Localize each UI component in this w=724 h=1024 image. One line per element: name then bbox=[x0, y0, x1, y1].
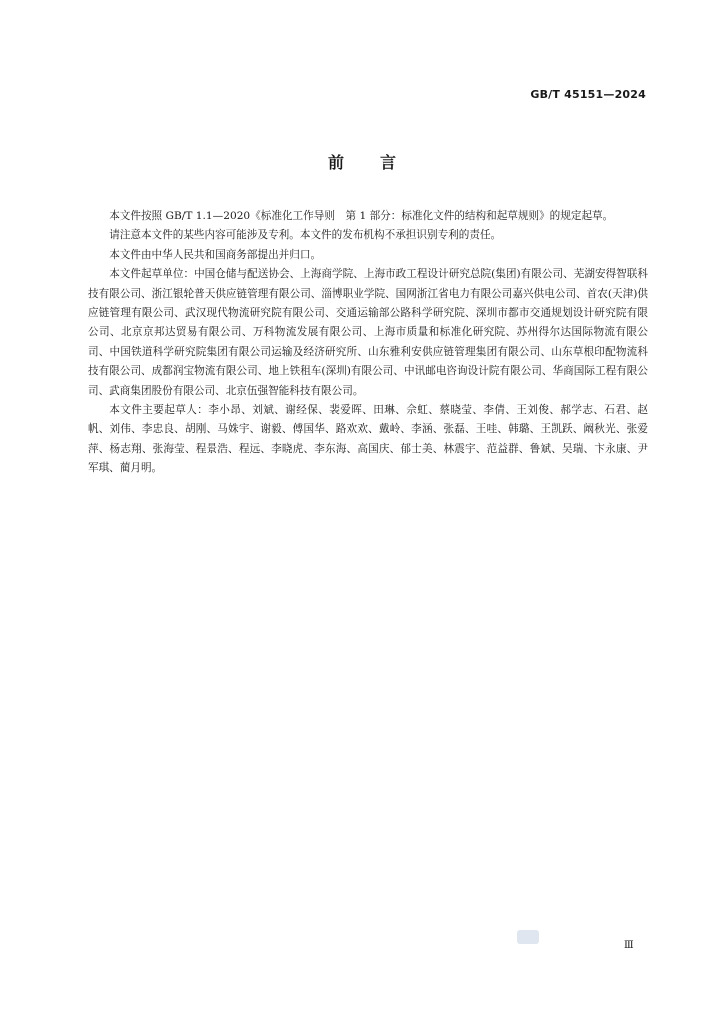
standard-number: GB/T 45151—2024 bbox=[530, 88, 646, 101]
paragraph-drafting-rules: 本文件按照 GB/T 1.1—2020《标准化工作导则 第 1 部分：标准化文件的结构和起草规则》的规定起草。 bbox=[109, 210, 614, 222]
paragraph-patent-notice: 请注意本文件的某些内容可能涉及专利。本文件的发布机构不承担识别专利的责任。 bbox=[109, 229, 502, 242]
foreword-body bbox=[88, 207, 648, 479]
watermark-logo bbox=[517, 930, 539, 944]
paragraph-proposer: 本文件由中华人民共和国商务部提出并归口。 bbox=[109, 248, 322, 261]
paragraph-drafters: 本文件主要起草人：李小昂、刘斌、谢经保、裴爱晖、田琳、佘虹、蔡晓莹、李倩、王刘俊、郝学志、石君、赵帆、刘伟、李忠良、胡刚、马姝宇、谢毅、傅国华、路欢欢、戴岭、李涵、张磊、王哇、韩璐、王凯跃、阚秋光、张爱萍、杨志翔、张海莹、程景浩、程远、李晓虎、李东海、高国庆、郁士美、林震宇、范益群、鲁斌、吴瑞、卞永康、尹军琪、蔺月明。 bbox=[88, 404, 648, 475]
page-title: 前言 bbox=[327, 153, 432, 172]
page-number: Ⅲ bbox=[624, 940, 634, 951]
paragraph-drafting-units: 本文件起草单位：中国仓储与配送协会、上海商学院、上海市政工程设计研究总院(集团)有限公司、芜湖安得智联科技有限公司、浙江银轮普天供应链管理有限公司、淄博职业学院、国网浙江省电力有限公司嘉兴供电公司、首农(天津)供应链管理有限公司、武汉现代物流研究院有限公司、交通运输部公路科学研究院、深圳市都市交通规划设计研究院有限公司、北京京邦达贸易有限公司、万科物流发展有限公司、上海市质量和标准化研究院、苏州得尔达国际物流有限公司、中国铁道科学研究院集团有限公司运输及经济研究所、山东雅利安供应链管理集团有限公司、山东草根印配物流科技有限公司、成都润宝物流有限公司、地上铁租车(深圳)有限公司、中讯邮电咨询设计院有限公司、华商国际工程有限公司、武商集团股份有限公司、北京伍强智能科技有限公司。 bbox=[88, 268, 648, 397]
